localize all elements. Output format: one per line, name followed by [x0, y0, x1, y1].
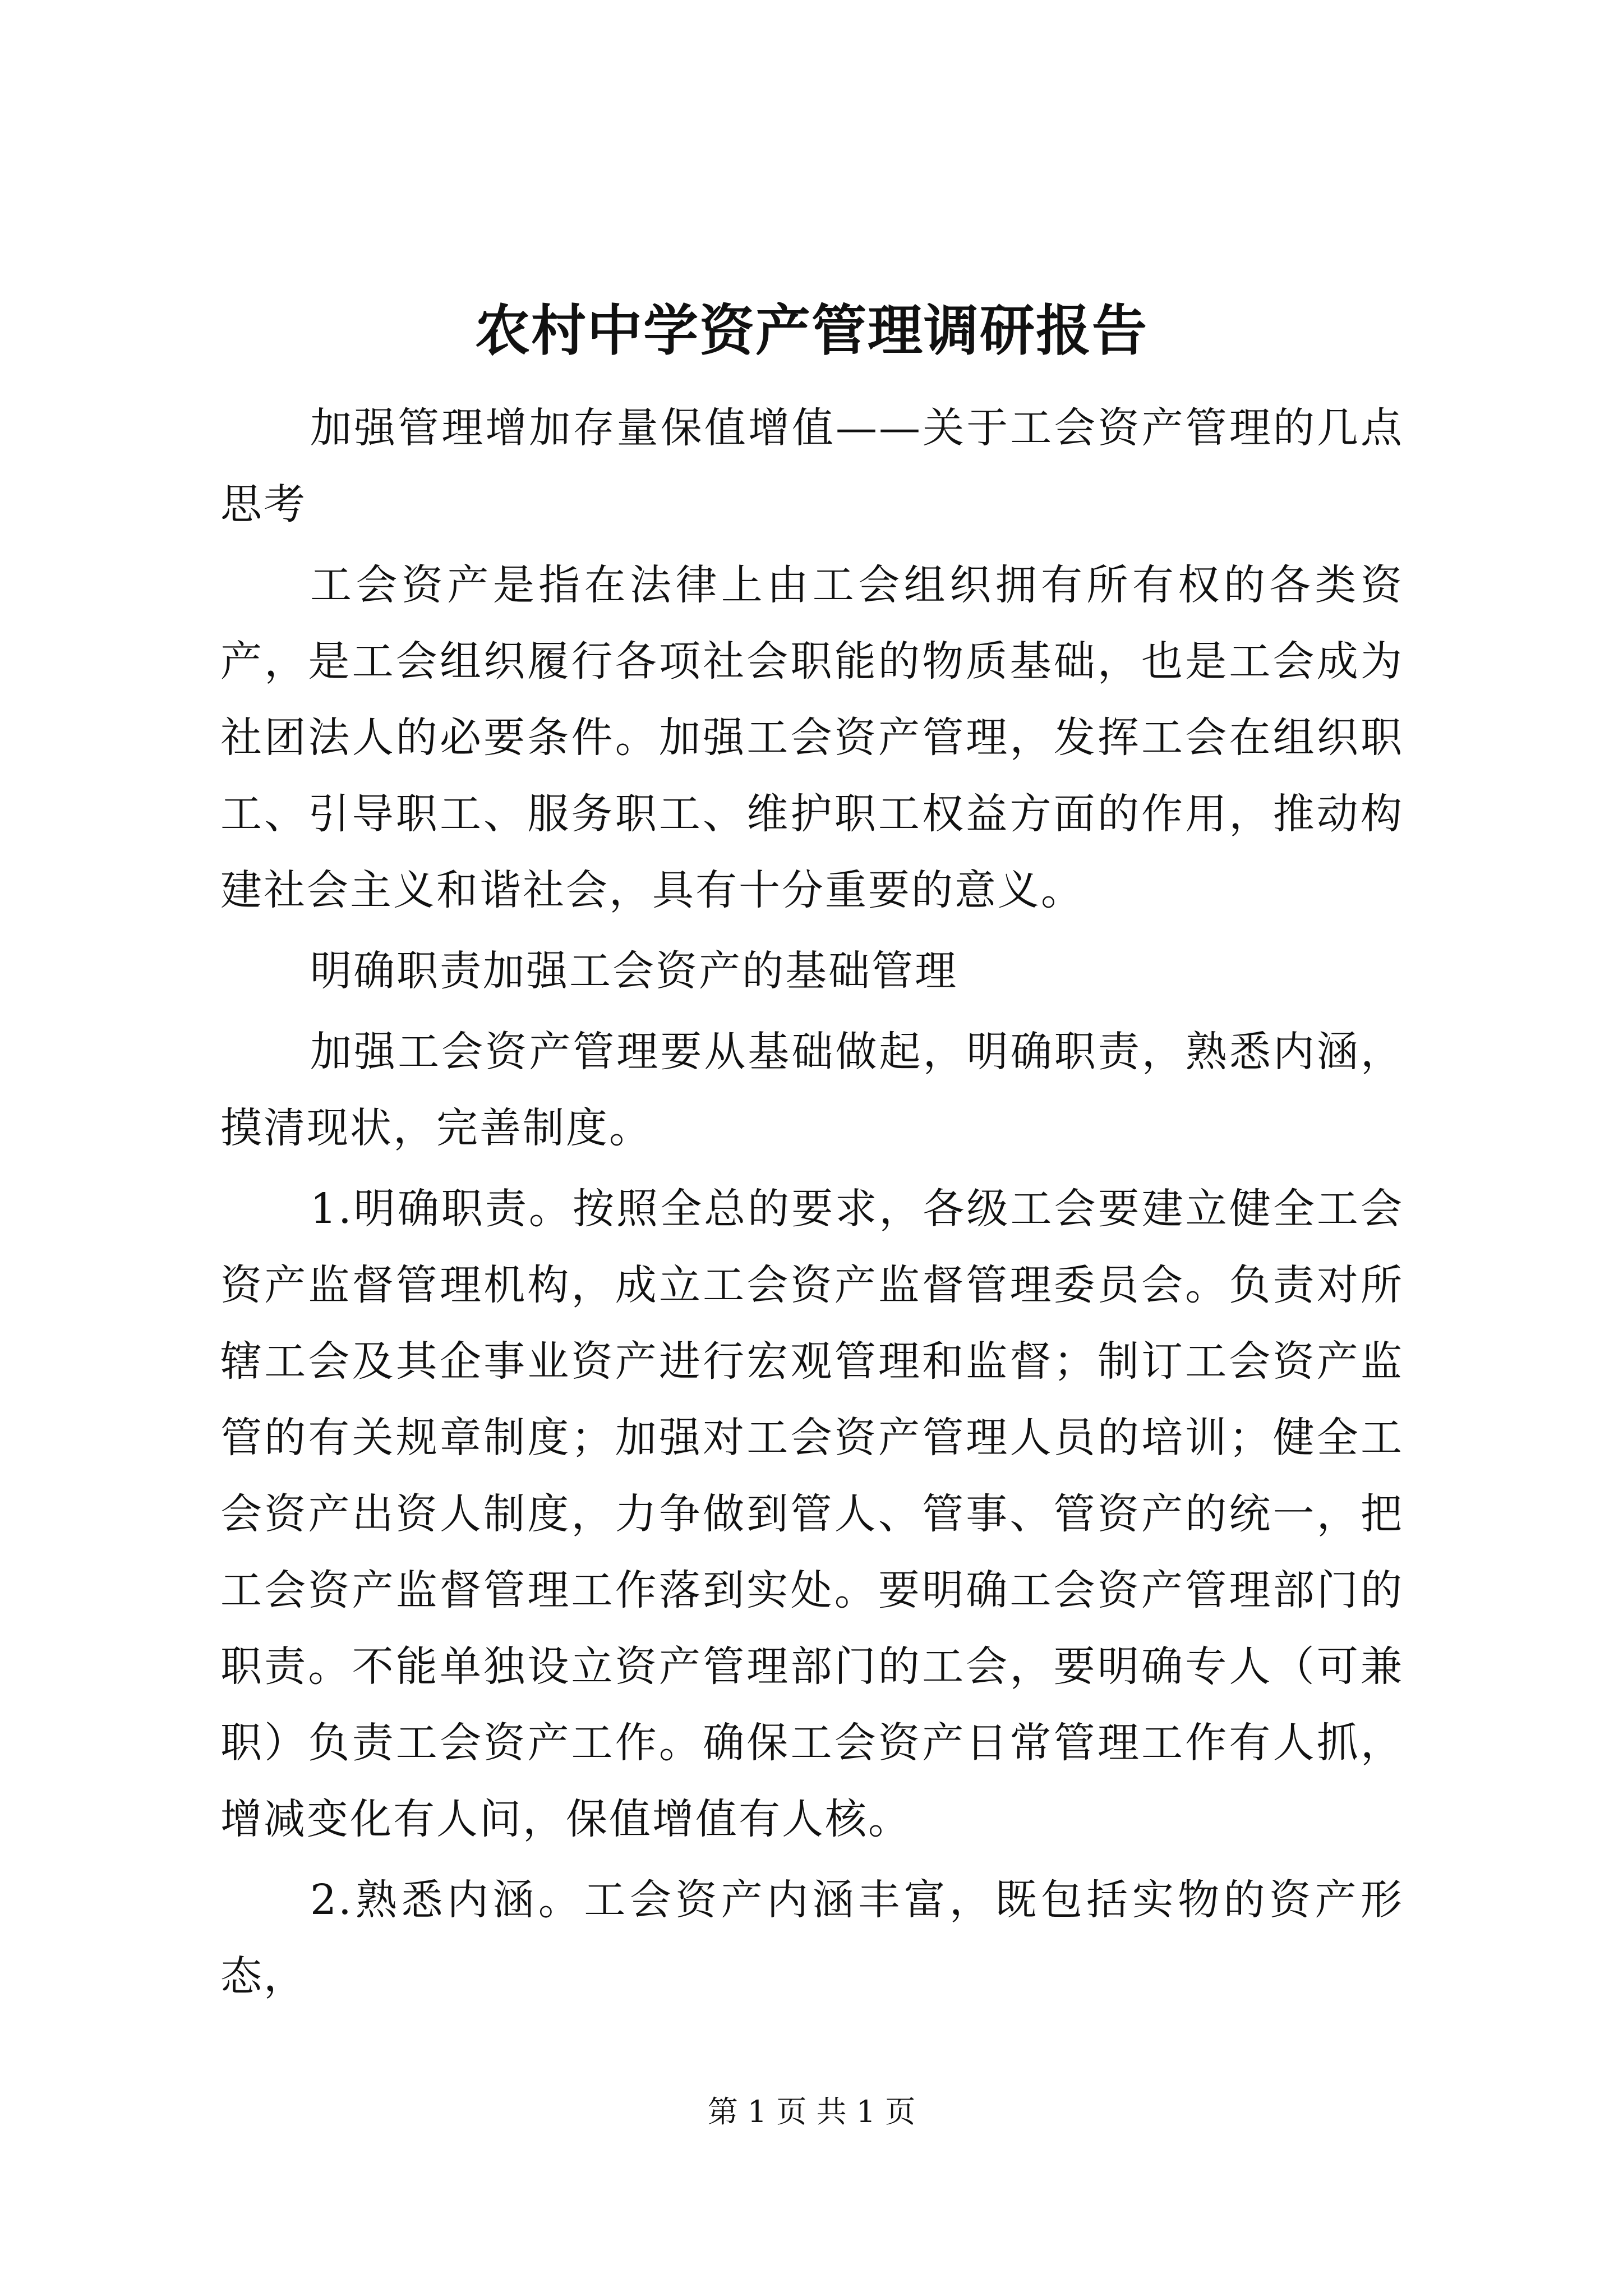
paragraph-intro: 工会资产是指在法律上由工会组织拥有所有权的各类资产，是工会组织履行各项社会职能的物质基础，也是工会成为社团法人的必要条件。加强工会资产管理，发挥工会在组织职工、引导职工、服务职工、维护职工权益方面的作用，推动构建社会主义和谐社会，具有十分重要的意义。	[220, 561, 1404, 914]
document-title: 农村中学资产管理调研报告	[474, 298, 1148, 363]
paragraph-section-heading: 明确职责加强工会资产的基础管理	[310, 947, 958, 995]
paragraph-item-1: 1.明确职责。按照全总的要求，各级工会要建立健全工会资产监督管理机构，成立工会资产监督管理委员会。负责对所辖工会及其企事业资产进行宏观管理和监督；制订工会资产监管的有关规章制度；加强对工会资产管理人员的培训；健全工会资产出资人制度，力争做到管人、管事、管资产的统一，把工会资产监督管理工作落到实处。要明确工会资产管理部门的职责。不能单独设立资产管理部门的工会，要明确专人（可兼职）负责工会资产工作。确保工会资产日常管理工作有人抓，增减变化有人问，保值增值有人核。	[220, 1185, 1404, 1843]
paragraph-subtitle: 加强管理增加存量保值增值——关于工会资产管理的几点思考	[220, 404, 1404, 528]
document-body	[220, 390, 1404, 2019]
paragraph-section-summary: 加强工会资产管理要从基础做起，明确职责，熟悉内涵，摸清现状，完善制度。	[220, 1028, 1404, 1152]
page-footer: 第 1 页 共 1 页	[707, 2094, 916, 2129]
paragraph-item-2: 2.熟悉内涵。工会资产内涵丰富，既包括实物的资产形态，	[220, 1876, 1404, 2000]
